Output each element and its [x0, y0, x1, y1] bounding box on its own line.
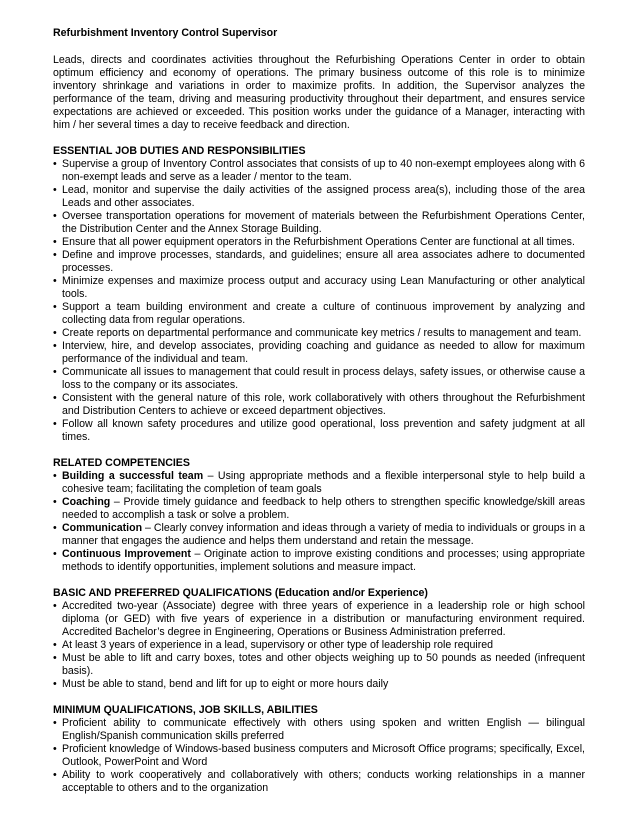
- list-item-text: Proficient ability to communicate effectively with others using spoken and written English — bilingual English/Spanish communication skills preferred: [62, 717, 585, 742]
- list-item: [53, 600, 585, 639]
- list-item: [53, 743, 585, 769]
- bullet-icon: •: [53, 470, 57, 482]
- bullet-icon: •: [53, 392, 57, 404]
- competency-name: Building a successful team: [62, 470, 204, 482]
- bullet-icon: •: [53, 496, 57, 508]
- competency-description: – Provide timely guidance and feedback to help others to strengthen specific knowledge/skill areas needed to accomplish a task or solve a problem.: [62, 496, 585, 521]
- list-item: [53, 392, 585, 418]
- list-item: [53, 717, 585, 743]
- qualifications-heading: BASIC AND PREFERRED QUALIFICATIONS (Education and/or Experience): [53, 587, 428, 599]
- competency-item: [53, 548, 585, 574]
- page-title: Refurbishment Inventory Control Supervisor: [53, 27, 278, 39]
- list-item-text: Support a team building environment and create a culture of continuous improvement by analyzing and collecting data from regular operations.: [62, 301, 585, 326]
- bullet-icon: •: [53, 340, 57, 352]
- bullet-icon: •: [53, 717, 57, 729]
- list-item: [53, 366, 585, 392]
- bullet-icon: •: [53, 249, 57, 261]
- bullet-icon: •: [53, 743, 57, 755]
- minimum-qualifications-list: [53, 717, 585, 795]
- list-item-text: Consistent with the general nature of this role, work collaboratively with others throughout the Refurbishment and Distribution Centers to achieve or exceed department objectives.: [62, 392, 585, 417]
- list-item: [53, 418, 585, 444]
- list-item: [53, 275, 585, 301]
- bullet-icon: •: [53, 184, 57, 196]
- list-item-text: Oversee transportation operations for movement of materials between the Refurbishment Operations Center, the Distribution Center and the Annex Storage Building.: [62, 210, 585, 235]
- bullet-icon: •: [53, 639, 57, 651]
- list-item: [53, 210, 585, 236]
- list-item-text: Proficient knowledge of Windows-based business computers and Microsoft Office programs; specifically, Excel, Outlook, PowerPoint and Word: [62, 743, 585, 768]
- list-item: [53, 236, 585, 249]
- list-item-text: Ability to work cooperatively and collaboratively with others; conducts working relationships in a manner acceptable to others and to the organization: [62, 769, 585, 794]
- bullet-icon: •: [53, 548, 57, 560]
- bullet-icon: •: [53, 600, 57, 612]
- list-item-text: Ensure that all power equipment operators in the Refurbishment Operations Center are functional at all times.: [62, 236, 575, 248]
- list-item: [53, 769, 585, 795]
- list-item-text: Supervise a group of Inventory Control associates that consists of up to 40 non-exempt employees along with 6 non-exempt leads and serve as a leader / mentor to the team.: [62, 158, 585, 183]
- bullet-icon: •: [53, 678, 57, 690]
- list-item: [53, 639, 585, 652]
- list-item: [53, 158, 585, 184]
- list-item-text: At least 3 years of experience in a lead, supervisory or other type of leadership role required: [62, 639, 494, 651]
- bullet-icon: •: [53, 210, 57, 222]
- bullet-icon: •: [53, 327, 57, 339]
- competencies-list: [53, 470, 585, 574]
- list-item-text: Communicate all issues to management that could result in process delays, safety issues, or otherwise cause a loss to the company or its associates.: [62, 366, 585, 391]
- list-item-text: Must be able to stand, bend and lift for up to eight or more hours daily: [62, 678, 389, 690]
- minimum-qualifications-heading: MINIMUM QUALIFICATIONS, JOB SKILLS, ABILITIES: [53, 704, 318, 716]
- bullet-icon: •: [53, 366, 57, 378]
- competency-description: – Using appropriate methods and a flexible interpersonal style to help build a cohesive team; facilitating the completion of team goals: [62, 470, 585, 495]
- competency-name: Coaching: [62, 496, 111, 508]
- duties-heading: ESSENTIAL JOB DUTIES AND RESPONSIBILITIES: [53, 145, 306, 157]
- bullet-icon: •: [53, 301, 57, 313]
- competency-name: Communication: [62, 522, 143, 534]
- list-item: [53, 340, 585, 366]
- bullet-icon: •: [53, 418, 57, 430]
- bullet-icon: •: [53, 522, 57, 534]
- intro-paragraph: Leads, directs and coordinates activities throughout the Refurbishing Operations Center in order to obtain optimum efficiency and economy of operations. The primary business outcome of this role is to minimize inventory shrinkage and variations in order to maximize profits. In addition, the Supervisor analyzes the performance of the team, driving and measuring productivity throughout their department, and ensures service expectations are achieved or exceeded. This position works under the guidance of a Manager, interacting with him / her several times a day to receive feedback and direction.: [53, 54, 585, 131]
- list-item: [53, 184, 585, 210]
- competency-item: [53, 496, 585, 522]
- list-item-text: Follow all known safety procedures and utilize good operational, loss prevention and safety judgment at all times.: [62, 418, 585, 443]
- bullet-icon: •: [53, 275, 57, 287]
- list-item-text: Accredited two-year (Associate) degree with three years of experience in a leadership role or high school diploma (or GED) with five years of experience in a distribution or manufacturing environment required. Accredited Bachelor’s degree in Engineering, Operations or Business Administration preferred.: [62, 600, 585, 638]
- list-item: [53, 678, 585, 691]
- bullet-icon: •: [53, 236, 57, 248]
- bullet-icon: •: [53, 769, 57, 781]
- list-item: [53, 249, 585, 275]
- list-item-text: Create reports on departmental performance and communicate key metrics / results to management and team.: [62, 327, 582, 339]
- bullet-icon: •: [53, 158, 57, 170]
- list-item-text: Lead, monitor and supervise the daily activities of the assigned process area(s), including those of the area Leads and other associates.: [62, 184, 585, 209]
- duties-list: [53, 158, 585, 444]
- list-item-text: Minimize expenses and maximize process output and accuracy using Lean Manufacturing or other analytical tools.: [62, 275, 585, 300]
- competency-item: [53, 522, 585, 548]
- competency-name: Continuous Improvement: [62, 548, 191, 560]
- list-item: [53, 301, 585, 327]
- competency-description: – Originate action to improve existing conditions and processes; using appropriate methods to identify opportunities, implement solutions and measure impact.: [62, 548, 585, 573]
- list-item: [53, 652, 585, 678]
- competency-item: [53, 470, 585, 496]
- list-item-text: Interview, hire, and develop associates, providing coaching and guidance as needed to allow for maximum performance of the individual and team.: [62, 340, 585, 365]
- qualifications-list: [53, 600, 585, 691]
- competency-description: – Clearly convey information and ideas through a variety of media to individuals or groups in a manner that engages the audience and helps them understand and retain the message.: [62, 522, 585, 547]
- competencies-heading: RELATED COMPETENCIES: [53, 457, 190, 469]
- list-item-text: Define and improve processes, standards, and guidelines; ensure all area associates adhere to documented processes.: [62, 249, 585, 274]
- list-item: [53, 327, 585, 340]
- list-item-text: Must be able to lift and carry boxes, totes and other objects weighing up to 50 pounds as needed (infrequent basis).: [62, 652, 585, 677]
- bullet-icon: •: [53, 652, 57, 664]
